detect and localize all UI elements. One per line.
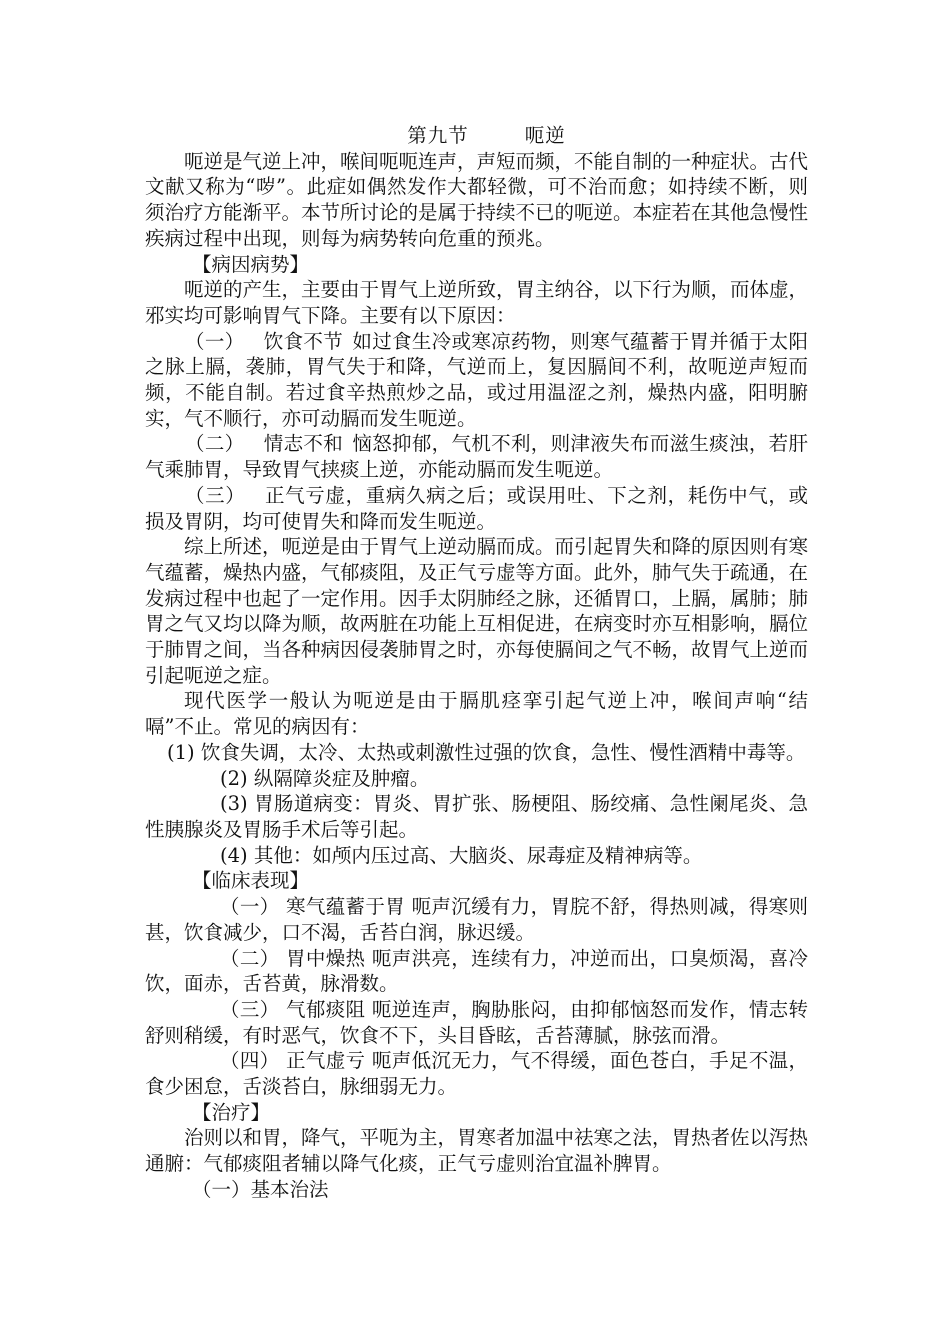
clinical-type-2: （二） 胃中燥热 呃声洪亮，连续有力，冲逆而出，口臭烦渴，喜冷饮，面赤，舌苔黄，脉滑数。 — [145, 946, 808, 996]
clinical-type-1: （一） 寒气蕴蓄于胃 呃声沉缓有力，胃脘不舒，得热则减，得寒则甚，饮食减少，口不渴，舌苔白润，脉迟缓。 — [145, 895, 808, 944]
summary-paragraph: 综上所述，呃逆是由于胃气上逆动膈而成。而引起胃失和降的原因则有寒气蕴蓄，燥热内盛，气郁痰阻，及正气亏虚等方面。此外，肺气失于疏通，在发病过程中也起了一定作用。因手太阴肺经之脉，还循胃口，上膈，属肺；肺胃之气又均以降为顺，故两脏在功能上互相促进，在病变时亦互相影响，膈位于肺胃之间，当各种病因侵袭肺胃之时，亦每使膈间之气不畅，故胃气上逆而引起呃逆之症。 — [145, 535, 809, 687]
modern-medicine-paragraph: 现代医学一般认为呃逆是由于膈肌痉挛引起气逆上冲，喉间声响“结嗝”不止。常见的病因有： — [145, 689, 808, 739]
intro-paragraph: 呃逆是气逆上冲，喉间呃呃连声，声短而频，不能自制的一种症状。古代文献又称为“哕”。此症如偶然发作大都轻微，可不治而愈；如持续不断，则须治疗方能渐平。本节所讨论的是属于持续不已的呃逆。本症若在其他急慢性疾病过程中出现，则每为病势转向危重的预兆。 — [145, 149, 809, 250]
heading-etiology: 【病因病势】 — [192, 252, 310, 276]
treatment-paragraph: 治则以和胃，降气，平呃为主，胃寒者加温中祛寒之法，胃热者佐以泻热通腑：气郁痰阻者辅以降气化痰，正气亏虚则治宜温补脾胃。 — [145, 1126, 809, 1176]
modern-cause-3: (3) 胃肠道病变：胃炎、胃扩张、肠梗阻、肠绞痛、急性阑尾炎、急性胰腺炎及胃肠手术后等引起。 — [145, 792, 808, 841]
cause-2-paragraph — [145, 431, 808, 482]
cause-2-title: 情志不和 — [263, 432, 344, 456]
clinical-type-4: （四） 正气虚亏 呃声低沉无力，气不得缓，面色苍白，手足不温，食少困怠，舌淡苔白，脉细弱无力。 — [145, 1049, 808, 1099]
treatment-subheading: （一）基本治法 — [192, 1177, 329, 1201]
heading-clinical: 【临床表现】 — [192, 869, 310, 893]
modern-cause-4: (4) 其他：如颅内压过高、大脑炎、尿毒症及精神病等。 — [220, 843, 703, 867]
clinical-type-3: （三） 气郁痰阻 呃逆连声，胸胁胀闷，由抑郁恼怒而发作，情志转舒则稍缓，有时恶气，饮食不下，头目昏眩，舌苔薄腻，脉弦而滑。 — [145, 997, 808, 1047]
modern-cause-2: (2) 纵隔障炎症及肿瘤。 — [220, 766, 430, 790]
cause-2-text: 恼怒抑郁，气机不利，则津液失布而滋生痰浊，若肝气乘肺胃，导致胃气挟痰上逆，亦能动膈而发生呃逆。 — [145, 432, 808, 482]
cause-intro-paragraph: 呃逆的产生，主要由于胃气上逆所致，胃主纳谷，以下行为顺，而体虚，邪实均可影响胃气下降。主要有以下原因： — [145, 278, 809, 327]
modern-cause-1: (1) 饮食失调，太冷、太热或刺激性过强的饮食，急性、慢性酒精中毒等。 — [167, 740, 806, 764]
page-title — [165, 123, 808, 149]
cause-2-number: （二） — [185, 432, 245, 456]
cause-1-text: 如过食生冷或寒凉药物，则寒气蕴蓄于胃并循于太阳之脉上膈，袭肺，胃气失于和降，气逆而上，复因膈间不利，故呃逆声短而频，不能自制。若过食辛热煎炒之品，或过用温涩之剂，燥热内盛，阳明腑实，气不顺行，亦可动膈而发生呃逆。 — [145, 329, 808, 430]
section-name: 呃逆 — [524, 124, 566, 147]
cause-3-number: （三） — [185, 483, 246, 507]
cause-1-paragraph — [145, 329, 808, 432]
cause-3-paragraph — [145, 483, 808, 534]
cause-1-number: （一） — [185, 329, 245, 353]
cause-1-title: 饮食不节 — [263, 329, 344, 353]
cause-3-text: 正气亏虚，重病久病之后；或误用吐、下之剂，耗伤中气，或损及胃阴，均可使胃失和降而发生呃逆。 — [145, 483, 808, 533]
section-number: 第九节 — [407, 124, 469, 147]
heading-treatment: 【治疗】 — [192, 1100, 271, 1124]
